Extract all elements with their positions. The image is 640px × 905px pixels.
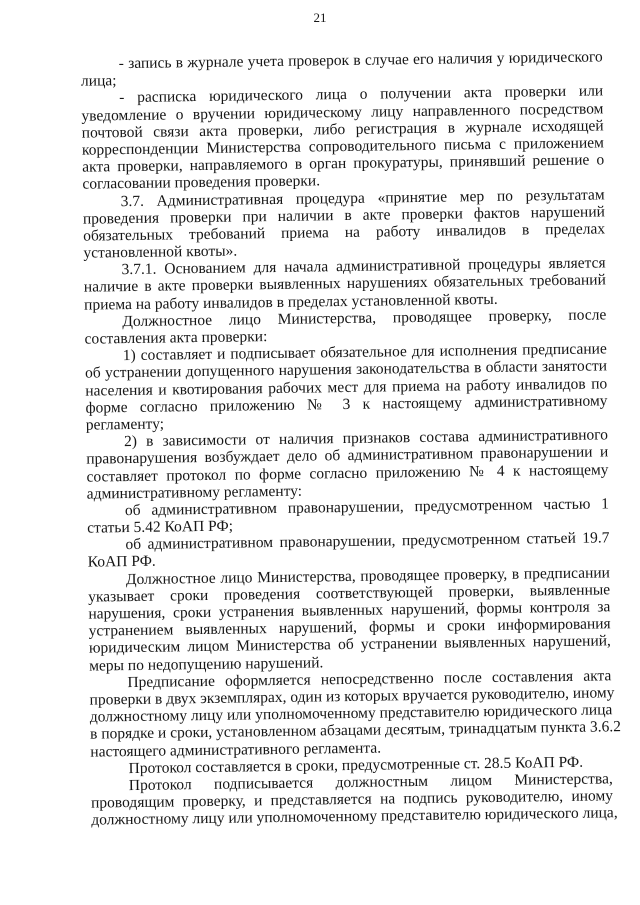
page-number: 21 bbox=[313, 10, 327, 25]
paragraph bbox=[90, 770, 618, 829]
text-line: согласовании проведения проверки. bbox=[82, 172, 321, 193]
text-line: статьи 5.42 КоАП РФ; bbox=[87, 517, 234, 537]
paragraph bbox=[81, 83, 604, 193]
text-line: акта проверки, направляемого в орган прокуратуры, принявший решение о bbox=[82, 151, 605, 176]
text-line: указывает сроки проведения соответствующей проверки, выявленные bbox=[88, 581, 611, 606]
text-line: населения и квотирования рабочих мест для приема на работу инвалидов по bbox=[85, 374, 608, 400]
text-line: Должностное лицо Министерства, проводящее проверку, в предписании bbox=[125, 563, 611, 588]
text-line: проверки в двух экземплярах, один из которых вручается руководителю, иному bbox=[89, 684, 615, 709]
text-line: приема на работу инвалидов в пределах установленной квоты. bbox=[83, 290, 498, 314]
text-line: об административном правонарушении, предусмотренном частью 1 bbox=[124, 495, 610, 519]
section-heading-line: обязательных требований приема на работу инвалидов в пределах bbox=[83, 220, 606, 245]
text-line: 2) в зависимости от наличия признаков состава административного bbox=[123, 426, 609, 451]
text-line: меры по недопущению нарушений. bbox=[89, 653, 324, 675]
text-line: лица; bbox=[80, 72, 117, 90]
text-line: - запись в журнале учета проверок в случае его наличия у юридического bbox=[118, 48, 603, 73]
text-line: 3.7.1. Основанием для начала административной процедуры является bbox=[121, 254, 606, 279]
paragraph bbox=[84, 255, 607, 314]
text-line: КоАП РФ. bbox=[87, 553, 156, 572]
text-line: должностному лицу или уполномоченному представителю юридического лица bbox=[89, 701, 613, 726]
text-line: юридическим лицом Министерства об устранении выявленных нарушений, bbox=[88, 632, 611, 657]
text-line: административному регламенту: bbox=[86, 482, 303, 503]
text-line: наличие в акте проверки выявленных нарушениях обязательных требований bbox=[83, 271, 606, 297]
text-line: Предписание оформляется непосредственно после составления акта bbox=[127, 667, 612, 691]
paragraph bbox=[89, 667, 622, 761]
text-line: составления акта проверки: bbox=[84, 328, 268, 348]
text-line: об устранении допущенного нарушения законодательства в области занятости bbox=[84, 357, 608, 383]
text-line: правонарушения возбуждает дело об административном правонарушении и bbox=[86, 443, 609, 468]
text-line: 1) составляет и подписывает обязательное для исполнения предписание bbox=[122, 340, 607, 365]
text-line: устранением выявленных нарушений, формы и сроки информирования bbox=[88, 615, 611, 640]
text-line: корреспонденции Министерства сопроводительного письма с приложением bbox=[81, 134, 605, 159]
section-heading-line: установленной квоты». bbox=[83, 242, 238, 262]
section-heading-line: 3.7. Административная процедура «принятие мер по результатам bbox=[120, 185, 605, 210]
paragraph bbox=[88, 564, 611, 674]
text-line: составляет протокол по форме согласно приложению № 4 к настоящему bbox=[86, 460, 609, 486]
text-line: форме согласно приложению № 3 к настоящему административному bbox=[85, 392, 608, 417]
text-line: - расписка юридического лица о получении акта проверки или bbox=[119, 82, 604, 107]
paragraph bbox=[86, 426, 609, 502]
text-line: Должностное лицо Министерства, проводящее проверку, после bbox=[122, 306, 607, 330]
text-line: настоящего административного регламента. bbox=[90, 739, 382, 761]
text-line: об административном правонарушении, предусмотренном статьей 19.7 bbox=[125, 529, 610, 554]
paragraph bbox=[83, 186, 606, 262]
text-line: регламенту; bbox=[85, 415, 165, 434]
text-line: почтовой связи акта проверки, либо регистрация в журнале исходящей bbox=[81, 117, 604, 142]
section-heading-line: проведения проверки при наличии в акте проверки фактов нарушений bbox=[82, 203, 605, 228]
text-line: должностному лицу или уполномоченному представителю юридического лица, bbox=[91, 804, 618, 829]
text-line: Протокол составляется в сроки, предусмотренные ст. 28.5 КоАП РФ. bbox=[128, 753, 584, 777]
text-line: в порядке и сроки, установленном абзацами десятым, тринадцатым пункта 3.6.2 bbox=[89, 718, 622, 743]
document-body bbox=[80, 48, 622, 829]
text-line: нарушения, сроки устранения выявленных нарушений, формы контроля за bbox=[88, 598, 611, 623]
paragraph bbox=[85, 341, 608, 434]
text-line: проводящим проверку, и представляется на подпись руководителю, иному bbox=[90, 787, 614, 812]
text-line: уведомление о вручении юридическому лицу направленного посредством bbox=[81, 99, 604, 125]
text-line: Протокол подписывается должностным лицом Министерства, bbox=[128, 770, 613, 794]
